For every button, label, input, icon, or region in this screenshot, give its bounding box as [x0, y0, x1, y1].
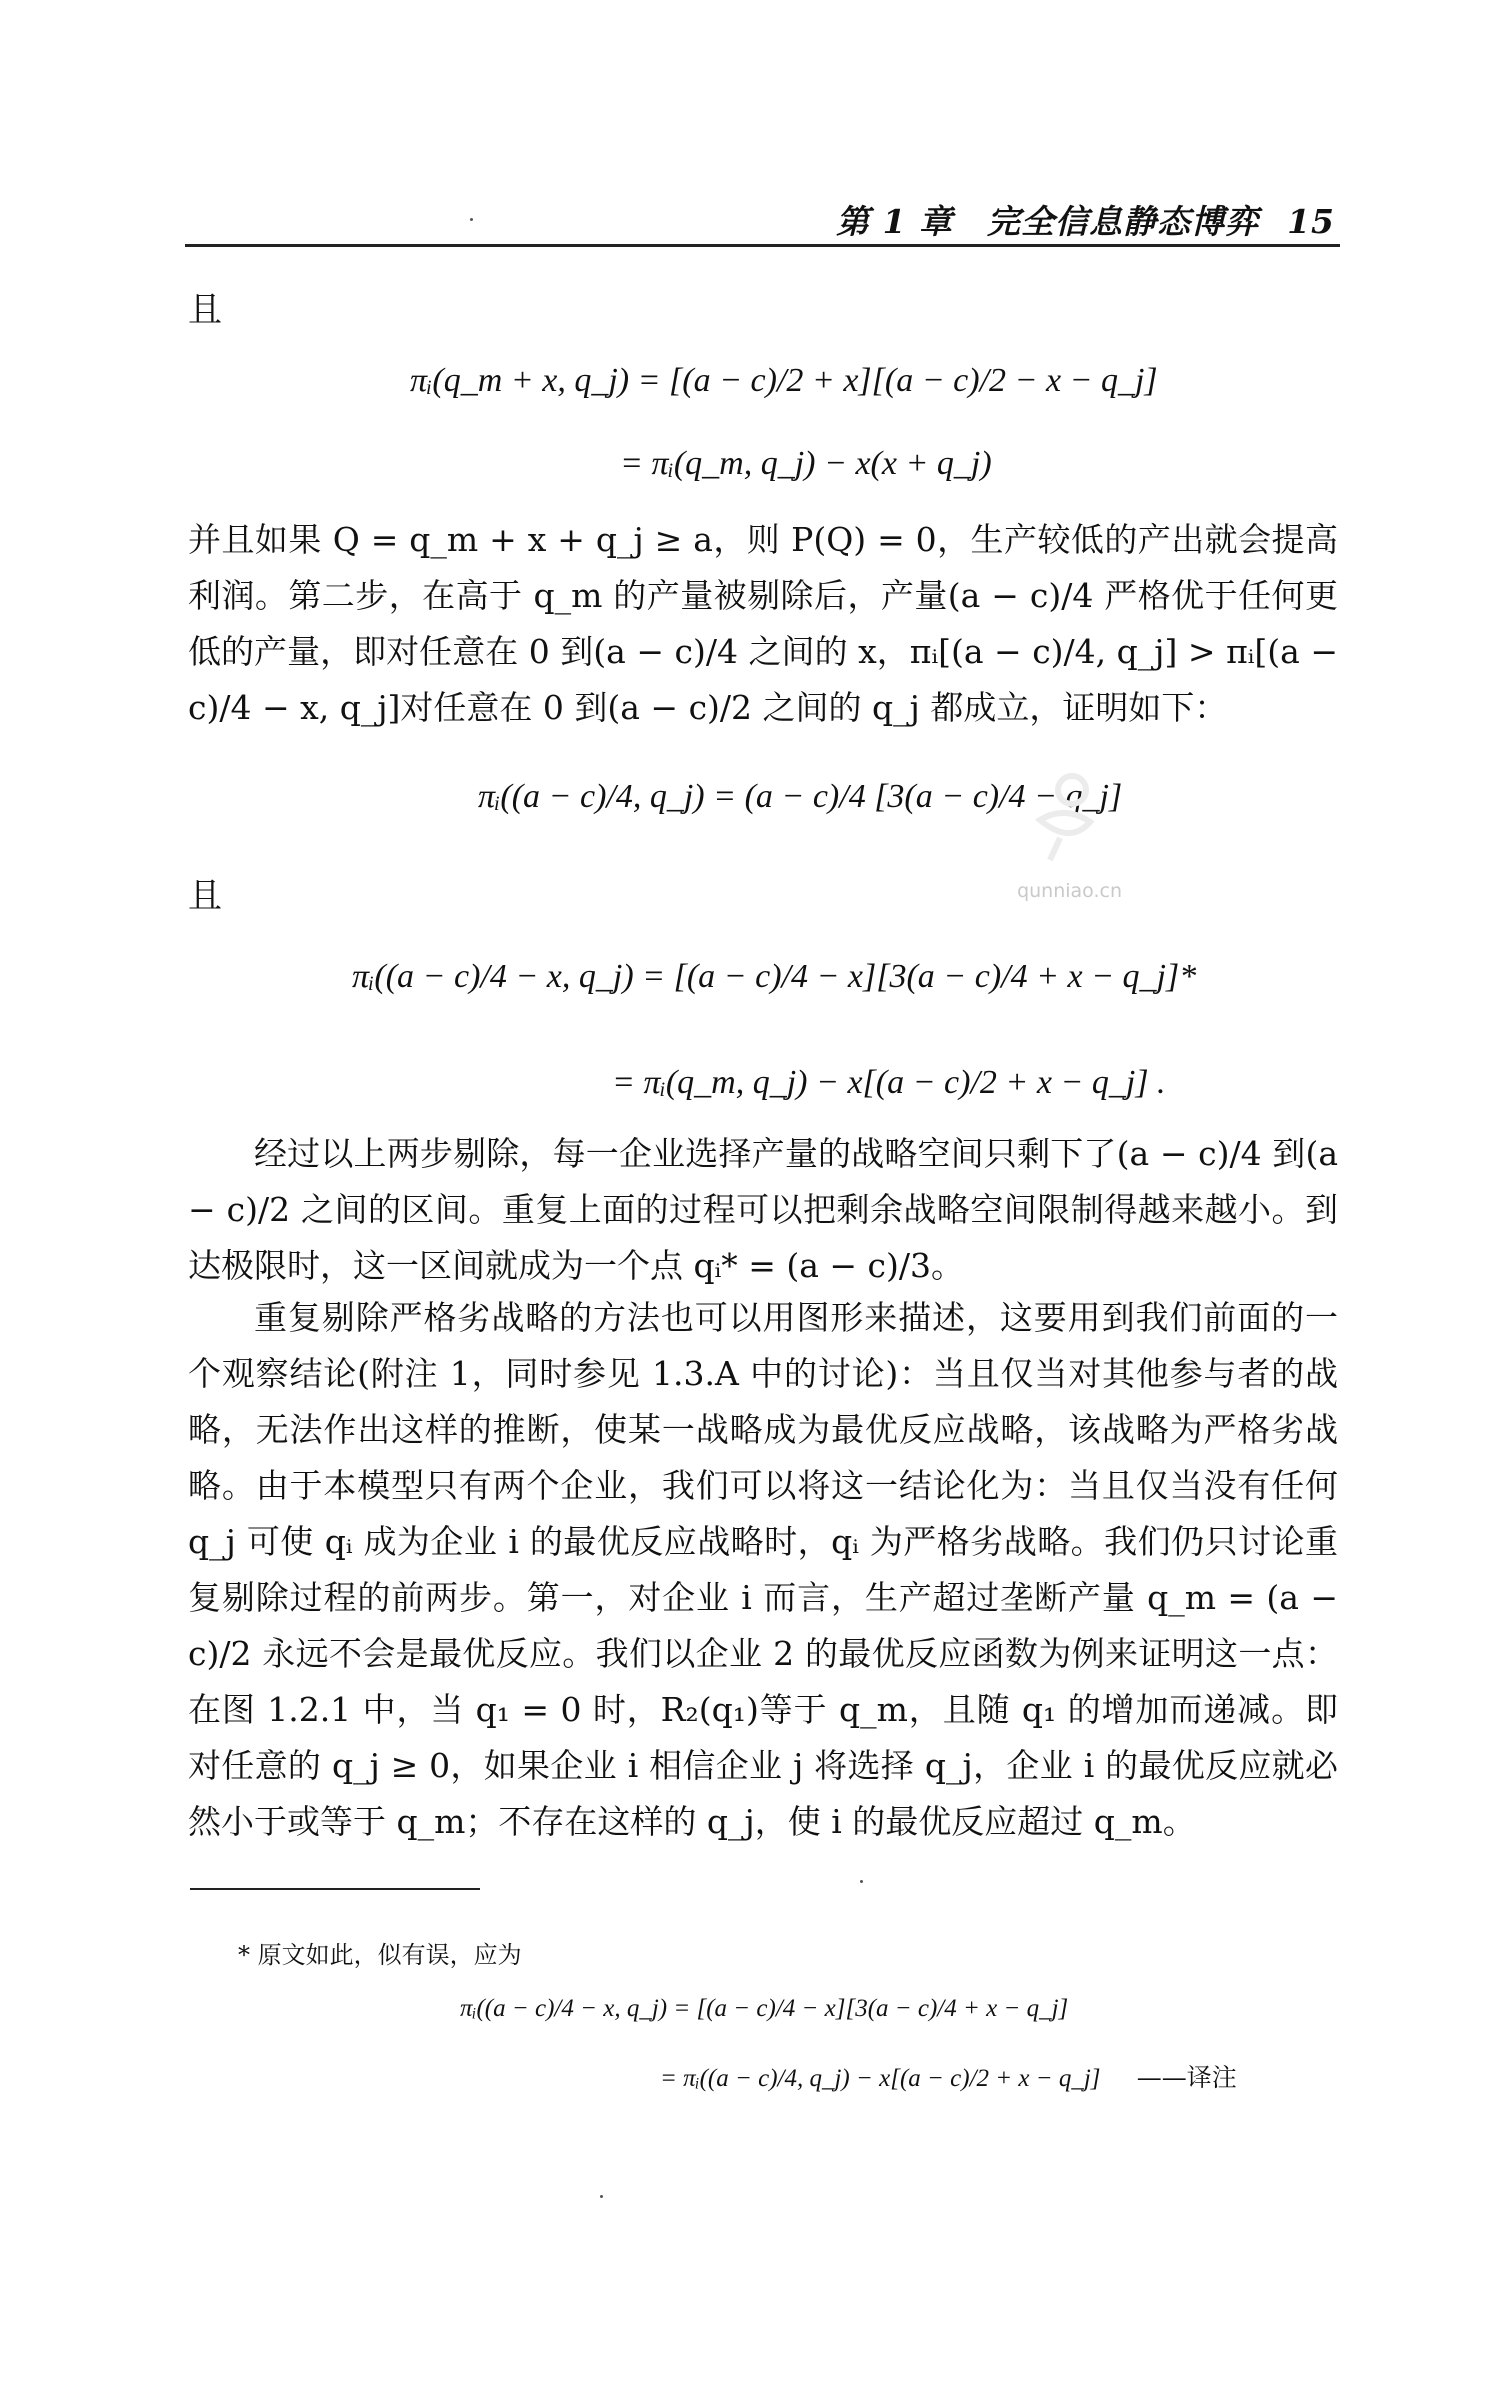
scan-speck	[600, 2195, 603, 2198]
equation-2: πᵢ((a − c)/4, q_j) = (a − c)/4 [3(a − c)/4 − q_j]	[478, 778, 1123, 815]
running-header	[836, 196, 1335, 243]
equation-3-line-1: πᵢ((a − c)/4 − x, q_j) = [(a − c)/4 − x][3(a − c)/4 + x − q_j]*	[352, 958, 1197, 995]
paragraph-1: 并且如果 Q = q_m + x + q_j ≥ a，则 P(Q) = 0，生产较低的产出就会提高利润。第二步，在高于 q_m 的产量被剔除后，产量(a − c)/4 严格优于任何更低的产量，即对任意在 0 到(a − c)/4 之间的 x，πᵢ[(a − c)/4, q_j] > πᵢ[(a − c)/4 − x, q_j]对任意在 0 到(a − c)/2 之间的 q_j 都成立，证明如下：	[188, 520, 1338, 727]
page-number: 15	[1287, 202, 1335, 241]
scan-speck	[470, 218, 473, 221]
scan-speck	[860, 1880, 863, 1883]
label-and-1: 且	[188, 290, 222, 330]
label-and-2: 且	[188, 876, 222, 916]
equation-1-line-2: = πᵢ(q_m, q_j) − x(x + q_j)	[620, 445, 992, 482]
paragraph-3: 重复剔除严格劣战略的方法也可以用图形来描述，这要用到我们前面的一个观察结论(附注 1，同时参见 1.3.A 中的讨论)：当且仅当对其他参与者的战略，无法作出这样的推断，使某一战略成为最优反应战略，该战略为严格劣战略。由于本模型只有两个企业，我们可以将这一结论化为：当且仅当没有任何 q_j 可使 qᵢ 成为企业 i 的最优反应战略时，qᵢ 为严格劣战略。我们仍只讨论重复剔除过程的前两步。第一，对企业 i 而言，生产超过垄断产量 q_m = (a − c)/2 永远不会是最优反应。我们以企业 2 的最优反应函数为例来证明这一点：在图 1.2.1 中，当 q₁ = 0 时，R₂(q₁)等于 q_m，且随 q₁ 的增加而递减。即对任意的 q_j ≥ 0，如果企业 i 相信企业 j 将选择 q_j，企业 i 的最优反应就必然小于或等于 q_m；不存在这样的 q_j，使 i 的最优反应超过 q_m。	[188, 1298, 1338, 1841]
footnote-equation-line-2: = πᵢ((a − c)/4, q_j) − x[(a − c)/2 + x − q_j] ——译注	[660, 2063, 1237, 2092]
header-rule	[185, 244, 1340, 247]
footnote-label: * 原文如此，似有误，应为	[238, 1941, 522, 1969]
watermark-text: qunniao.cn	[1017, 880, 1122, 902]
footnote-equation-line-1: πᵢ((a − c)/4 − x, q_j) = [(a − c)/4 − x][3(a − c)/4 + x − q_j]	[460, 1995, 1069, 2022]
equation-3-line-2: = πᵢ(q_m, q_j) − x[(a − c)/2 + x − q_j] .	[612, 1064, 1166, 1101]
watermark-bird-icon	[1010, 760, 1120, 870]
footnote-separator	[190, 1888, 480, 1890]
chapter-title: 第 1 章 完全信息静态博弈	[836, 202, 1260, 241]
translator-note: ——译注	[1136, 2063, 1237, 2092]
paragraph-2: 经过以上两步剔除，每一企业选择产量的战略空间只剩下了(a − c)/4 到(a − c)/2 之间的区间。重复上面的过程可以把剩余战略空间限制得越来越小。到达极限时，这一区间就成为一个点 qᵢ* = (a − c)/3。	[188, 1134, 1338, 1285]
equation-1-line-1: πᵢ(q_m + x, q_j) = [(a − c)/2 + x][(a − c)/2 − x − q_j]	[410, 362, 1158, 399]
